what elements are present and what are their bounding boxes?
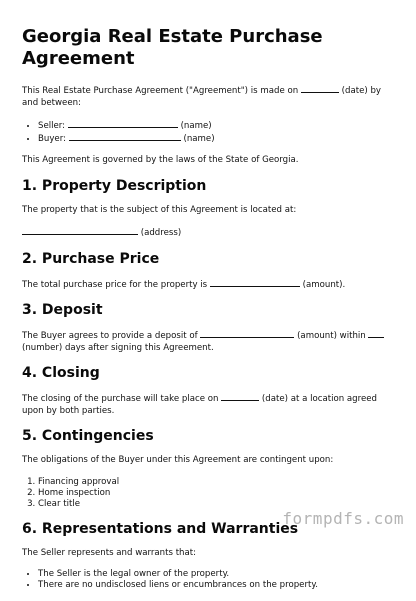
list-item: • There are no undisclosed liens or encumbrances on the property. — [38, 580, 398, 591]
list-item: • The Seller is the legal owner of the property. — [38, 569, 398, 580]
closing-text-pre: The closing of the purchase will take place on — [22, 394, 219, 404]
section-property — [22, 177, 398, 240]
section-heading-property: 1. Property Description — [22, 177, 207, 194]
governing-law: This Agreement is governed by the laws of the State of Georgia. — [22, 155, 299, 165]
address-line — [22, 226, 398, 240]
seller-name-blank[interactable] — [68, 119, 178, 128]
document-title: Georgia Real Estate Purchase Agreement — [22, 26, 323, 69]
section-warranties — [22, 520, 398, 592]
property-text: The property that is the subject of this Agreement is located at: — [22, 204, 297, 215]
closing-paragraph — [22, 392, 398, 417]
list-item: 1. Financing approval — [38, 477, 398, 488]
list-item: 2. Home inspection — [38, 488, 398, 499]
seller-suffix: (name) — [180, 121, 212, 131]
section-heading-contingencies: 5. Contingencies — [22, 428, 154, 444]
deposit-text-mid: (amount) within — [297, 331, 366, 341]
party-seller — [38, 119, 398, 132]
parties-list — [22, 119, 398, 145]
deposit-text-post: (number) days after signing this Agreement. — [22, 342, 214, 353]
deposit-days-blank[interactable] — [368, 329, 384, 338]
price-text-post: (amount). — [302, 279, 346, 290]
buyer-name-blank[interactable] — [69, 132, 181, 141]
warranties-list — [22, 569, 398, 591]
warranties-text: The Seller represents and warrants that: — [22, 547, 197, 558]
deposit-paragraph — [22, 329, 398, 354]
party-buyer — [38, 132, 398, 145]
section-closing — [22, 364, 398, 417]
intro-text-pre: This Real Estate Purchase Agreement ("Agreement") is made on — [22, 86, 299, 96]
closing-date-blank[interactable] — [221, 392, 259, 401]
address-blank[interactable] — [22, 226, 138, 235]
price-text-pre: The total purchase price for the property is — [22, 279, 208, 290]
buyer-label: Buyer: — [38, 134, 66, 144]
contingencies-text: The obligations of the Buyer under this Agreement are contingent upon: — [22, 455, 334, 465]
section-contingencies — [22, 427, 398, 510]
section-heading-warranties: 6. Representations and Warranties — [22, 520, 299, 537]
intro-text-post: (date) by and between: — [22, 86, 382, 108]
buyer-suffix: (name) — [183, 134, 215, 144]
address-suffix: (address) — [140, 228, 182, 238]
section-heading-price: 2. Purchase Price — [22, 250, 160, 267]
section-heading-deposit: 3. Deposit — [22, 302, 103, 318]
date-blank[interactable] — [301, 84, 339, 93]
list-item: 3. Clear title — [38, 499, 398, 510]
deposit-amount-blank[interactable] — [200, 329, 294, 338]
section-heading-closing: 4. Closing — [22, 365, 100, 381]
watermark-logo: formpdfs.com — [282, 509, 404, 528]
price-amount-blank[interactable] — [210, 278, 300, 287]
section-deposit — [22, 301, 398, 354]
seller-label: Seller: — [38, 121, 66, 131]
deposit-text-pre: The Buyer agrees to provide a deposit of — [22, 331, 198, 341]
section-price — [22, 250, 398, 292]
intro-paragraph — [22, 84, 398, 109]
closing-text-post: (date) at a location agreed upon by both parties. — [22, 394, 377, 416]
price-paragraph — [22, 278, 398, 292]
contingencies-list — [22, 477, 398, 510]
